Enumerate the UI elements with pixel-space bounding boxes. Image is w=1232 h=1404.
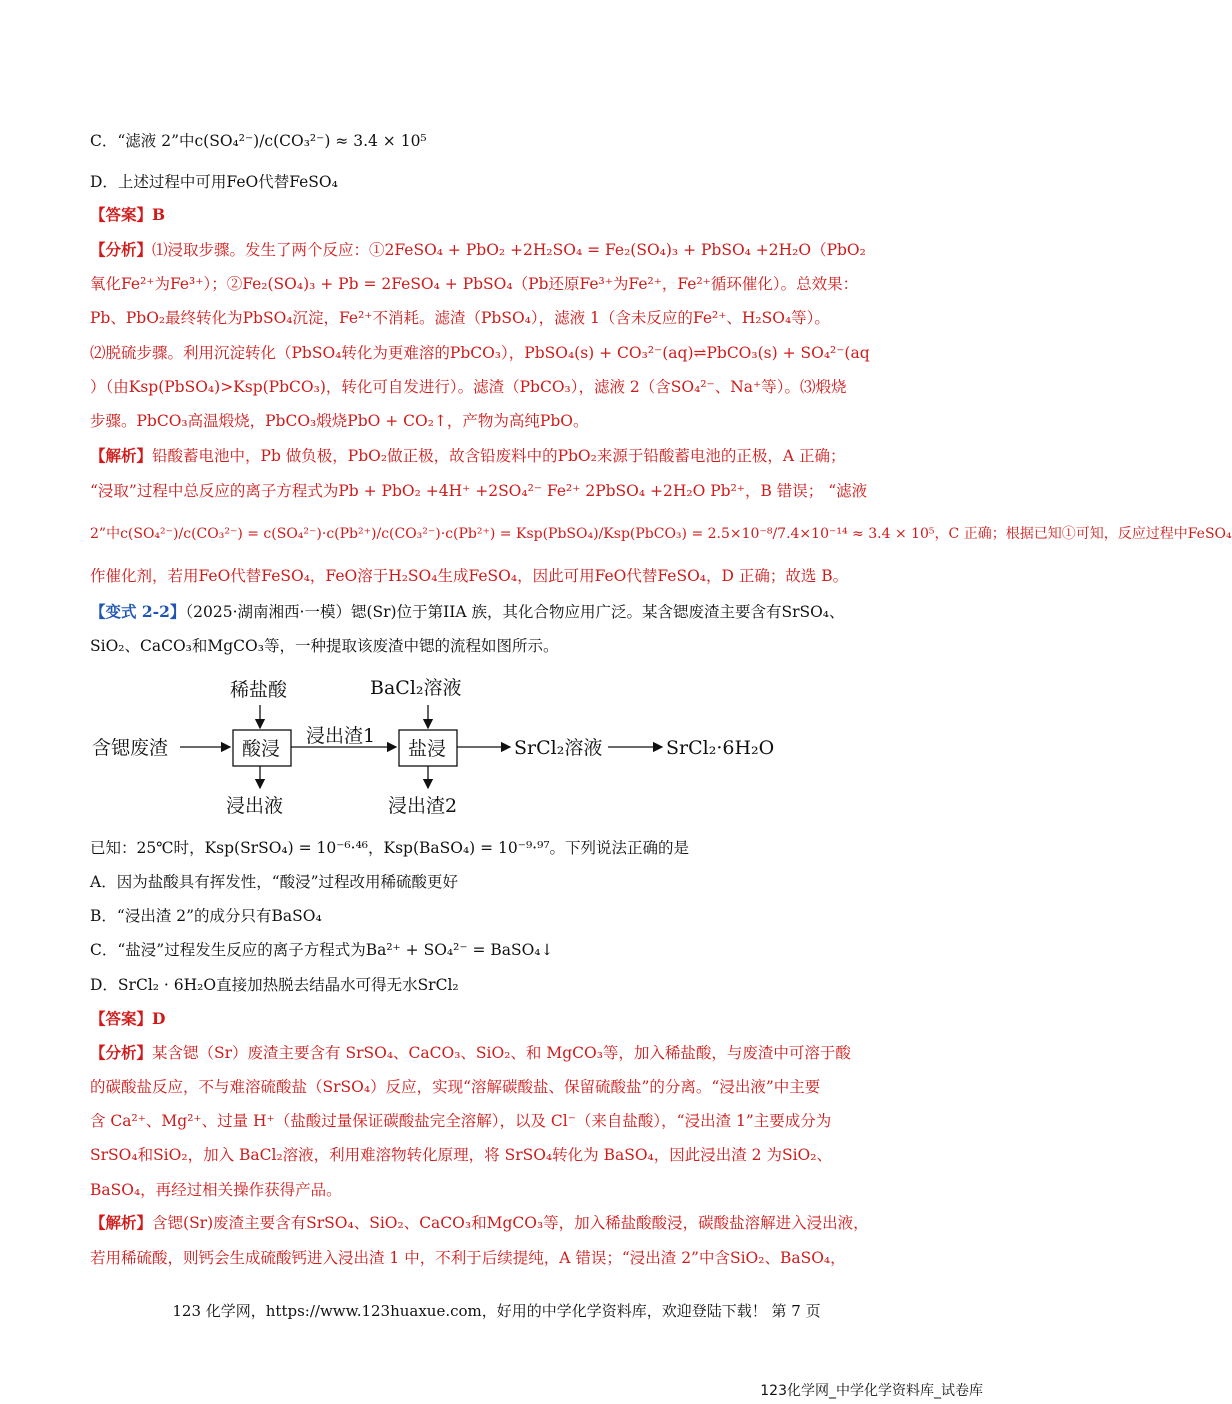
product-solution: SrCl₂溶液 [514, 737, 603, 759]
explain-1-line-2: 2”中c(SO₄²⁻)/c(CO₃²⁻) = c(SO₄²⁻)·c(Pb²⁺)/c(CO₃²⁻)·c(Pb²⁺) = Ksp(PbSO₄)/Ksp(PbCO₃) = 2.5×10⁻⁸/7.4×10⁻¹⁴ ≈ 3.4 × 10⁵，C 正确；根据已知①可知，反应过程中FeSO₄ [90, 526, 1232, 542]
leachate: 浸出液 [226, 795, 284, 817]
analysis-2-line-1: 的碳酸盐反应，不与难溶硫酸盐（SrSO₄）反应，实现“溶解碳酸盐、保留硫酸盐”的分离。“浸出液”中主要 [90, 1078, 821, 1096]
analysis-2-line-0 [90, 1043, 910, 1063]
analysis-1-line-2: Pb、PbO₂最终转化为PbSO₄沉淀，Fe²⁺不消耗。滤渣（PbSO₄），滤液 1（含未反应的Fe²⁺、H₂SO₄等）。 [90, 309, 830, 327]
residue-2: 浸出渣2 [388, 795, 458, 817]
analysis-1-tag: 【分析】 [90, 240, 153, 259]
analysis-1-text-0: ⑴浸取步骤。发生了两个反应：①2FeSO₄ + PbO₂ +2H₂SO₄ = Fe₂(SO₄)₃ + PbSO₄ +2H₂O（PbO₂ [152, 241, 866, 259]
analysis-1-line-1: 氧化Fe²⁺为Fe³⁺）；②Fe₂(SO₄)₃ + Pb = 2FeSO₄ + PbSO₄（Pb还原Fe³⁺为Fe²⁺，Fe²⁺循环催化）。总效果： [90, 275, 859, 293]
option-a: A．因为盐酸具有挥发性，“酸浸”过程改用稀硫酸更好 [90, 873, 459, 891]
page-footer: 123 化学网，https://www.123huaxue.com，好用的中学化学资料库，欢迎登陆下载！ 第 7 页 [172, 1302, 821, 1320]
final-product: SrCl₂·6H₂O [666, 737, 775, 759]
variant-text-0: （2025·湖南湘西·一模）锶(Sr)位于第IIA 族，其化合物应用广泛。某含锶废渣主要含有SrSO₄、 [185, 603, 845, 621]
explain-1-line-0 [90, 446, 910, 466]
analysis-1-line-5: 步骤。PbCO₃高温煅烧，PbCO₃煅烧PbO + CO₂↑，产物为高纯PbO。 [90, 412, 589, 430]
analysis-2-line-3: SrSO₄和SiO₂，加入 BaCl₂溶液，利用难溶物转化原理，将 SrSO₄转化为 BaSO₄，因此浸出渣 2 为SiO₂、 [90, 1146, 832, 1164]
explain-1-line-1: “浸取”过程中总反应的离子方程式为Pb + PbO₂ +4H⁺ +2SO₄²⁻ Fe²⁺ 2PbSO₄ +2H₂O Pb²⁺，B 错误； “滤液 [90, 482, 868, 500]
process-flowchart [88, 670, 808, 830]
variant-line-1: SiO₂、CaCO₃和MgCO₃等，一种提取该废渣中锶的流程如图所示。 [90, 637, 559, 655]
footer-watermark: 123化学网_中学化学资料库_试卷库 [760, 1383, 983, 1399]
step-salt-leach: 盐浸 [408, 738, 447, 760]
analysis-1-line-3: ⑵脱硫步骤。利用沉淀转化（PbSO₄转化为更难溶的PbCO₃），PbSO₄(s) + CO₃²⁻(aq)⇌PbCO₃(s) + SO₄²⁻(aq [90, 344, 870, 362]
variant-tag: 【变式 2-2】 [90, 602, 186, 621]
answer-2: 【答案】D [90, 1009, 166, 1028]
explain-1-tag: 【解析】 [90, 446, 153, 465]
explain-2-line-1: 若用稀硫酸，则钙会生成硫酸钙进入浸出渣 1 中，不利于后续提纯，A 错误；“浸出渣 2”中含SiO₂、BaSO₄， [90, 1249, 846, 1267]
analysis-2-tag: 【分析】 [90, 1043, 153, 1062]
explain-1-text-0: 铅酸蓄电池中，Pb 做负极，PbO₂做正极，故含铅废料中的PbO₂来源于铅酸蓄电池的正极，A 正确； [152, 447, 846, 465]
explain-2-tag: 【解析】 [90, 1213, 153, 1232]
step-acid-leach: 酸浸 [242, 738, 281, 760]
option-c-top: C．“滤液 2”中c(SO₄²⁻)/c(CO₃²⁻) ≈ 3.4 × 10⁵ [90, 132, 427, 150]
explain-2-line-0 [90, 1213, 910, 1233]
answer-1: 【答案】B [90, 205, 166, 224]
reagent-2: BaCl₂溶液 [370, 677, 462, 699]
option-b: B．“浸出渣 2”的成分只有BaSO₄ [90, 907, 322, 925]
option-c: C．“盐浸”过程发生反应的离子方程式为Ba²⁺ + SO₄²⁻ = BaSO₄↓ [90, 941, 554, 959]
analysis-2-line-4: BaSO₄，再经过相关操作获得产品。 [90, 1181, 342, 1199]
analysis-2-text-0: 某含锶（Sr）废渣主要含有 SrSO₄、CaCO₃、SiO₂、和 MgCO₃等，加入稀盐酸，与废渣中可溶于酸 [152, 1044, 851, 1062]
variant-line-0 [90, 602, 910, 622]
start-material: 含锶废渣 [92, 737, 169, 759]
analysis-1-line-4: ）（由Ksp(PbSO₄)>Ksp(PbCO₃)，转化可自发进行）。滤渣（PbCO₃），滤液 2（含SO₄²⁻、Na⁺等）。⑶煅烧 [90, 378, 847, 396]
explain-2-text-0: 含锶(Sr)废渣主要含有SrSO₄、SiO₂、CaCO₃和MgCO₃等，加入稀盐酸酸浸，碳酸盐溶解进入浸出液， [152, 1214, 869, 1232]
option-d-top: D．上述过程中可用FeO代替FeSO₄ [90, 173, 338, 191]
known-condition: 已知：25℃时，Ksp(SrSO₄) = 10⁻⁶·⁴⁶，Ksp(BaSO₄) = 10⁻⁹·⁹⁷。下列说法正确的是 [90, 839, 690, 857]
intermediate-residue: 浸出渣1 [306, 725, 376, 747]
analysis-1-line-0 [90, 240, 910, 260]
analysis-2-line-2: 含 Ca²⁺、Mg²⁺、过量 H⁺（盐酸过量保证碳酸盐完全溶解），以及 Cl⁻（来自盐酸），“浸出渣 1”主要成分为 [90, 1112, 832, 1130]
explain-1-line-3: 作催化剂，若用FeO代替FeSO₄，FeO溶于H₂SO₄生成FeSO₄，因此可用FeO代替FeSO₄，D 正确；故选 B。 [90, 567, 849, 585]
reagent-1: 稀盐酸 [230, 679, 288, 701]
option-d: D．SrCl₂ · 6H₂O直接加热脱去结晶水可得无水SrCl₂ [90, 976, 459, 994]
